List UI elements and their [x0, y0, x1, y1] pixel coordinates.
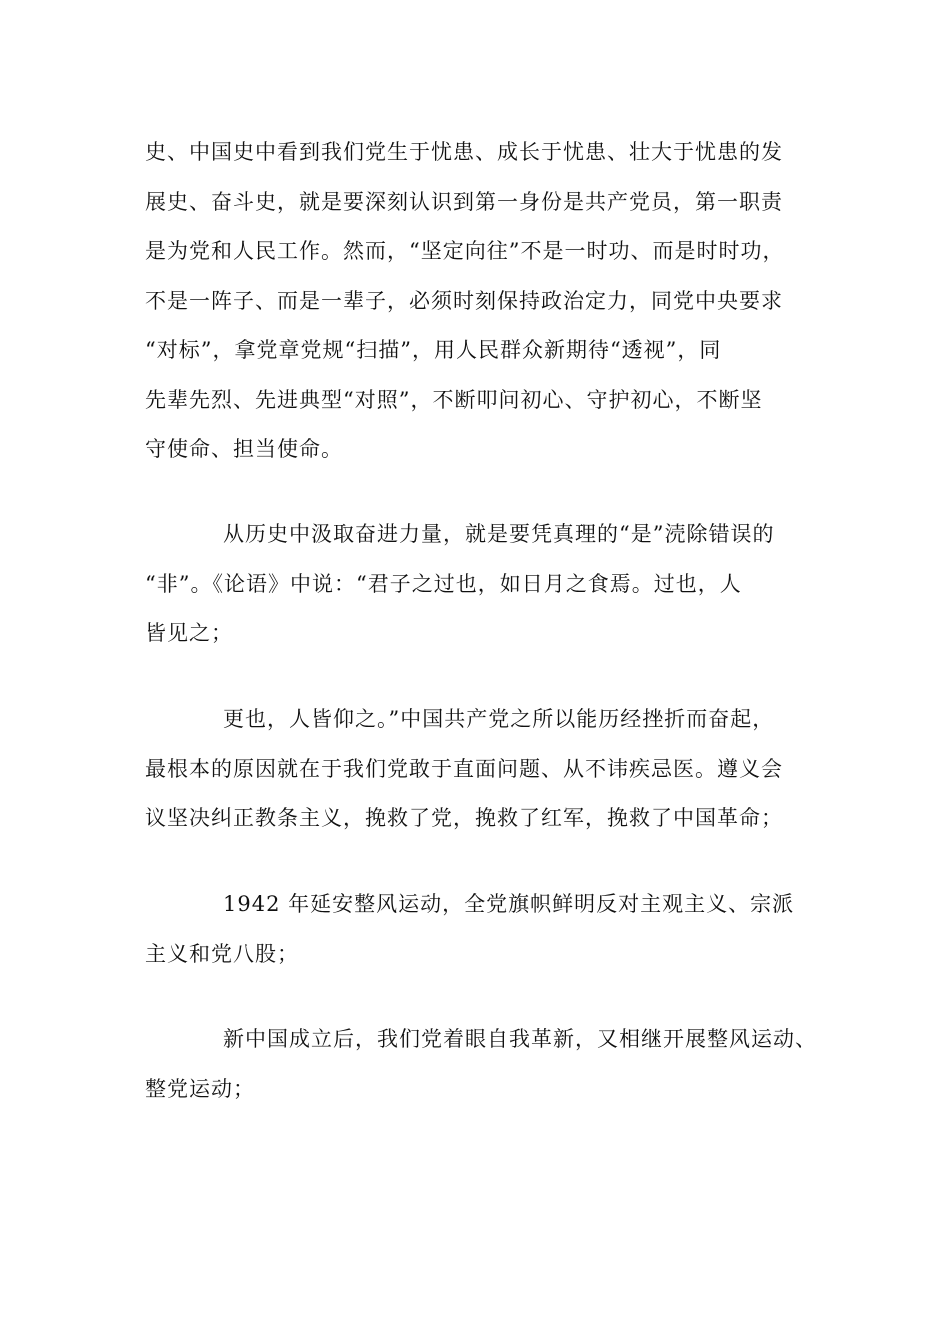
- text-line: “对标”，拿党章党规“扫描”，用人民群众新期待“透视”，同: [145, 338, 722, 362]
- text-line: 议坚决纠正教条主义，挽救了党，挽救了红军，挽救了中国革命；: [145, 806, 783, 830]
- paragraph-2: [145, 510, 825, 659]
- text-line: 从历史中汲取奋进力量，就是要凭真理的“是”涜除错误的: [223, 522, 775, 546]
- paragraph-5: [145, 1015, 825, 1114]
- text-line: “非”。《论语》中说：“君子之过也，如日月之食焉。过也，人: [145, 571, 742, 596]
- text-line: 先辈先烈、先进典型“对照”，不断叩问初心、守护初心，不断坚: [145, 387, 763, 412]
- text-line: 史、中国史中看到我们党生于忧患、成长于忧患、壮大于忧患的发: [145, 140, 783, 164]
- text-line: 展史、奋斗史，就是要深刻认识到第一身份是共产党员，第一职责: [145, 189, 783, 214]
- text-line: 是为党和人民工作。然而，“坚定向往”不是一时功、而是时时功，: [145, 239, 785, 263]
- text-line: 更也，人皆仰之。”中国共产党之所以能历经挫折而奋起，: [223, 707, 775, 731]
- text-line: 皆见之；: [145, 621, 233, 645]
- paragraph-4: [145, 880, 825, 979]
- text-line: 1942 年延安整风运动，全党旗帜鲜明反对主观主义、宗派: [223, 892, 795, 916]
- paragraph-3: [145, 695, 825, 844]
- text-line: 最根本的原因就在于我们党敢于直面问题、从不讳疾忌医。遵义会: [145, 756, 783, 781]
- text-line: 主义和党八股；: [145, 941, 299, 966]
- text-line: 守使命、担当使命。: [145, 437, 343, 461]
- paragraph-1: [145, 128, 825, 475]
- text-line: 新中国成立后，我们党着眼自我革新，又相继开展整风运动、: [223, 1027, 817, 1051]
- text-line: 不是一阵子、而是一辈子，必须时刻保持政治定力，同党中央要求: [145, 288, 783, 313]
- text-line: 整党运动；: [145, 1076, 255, 1101]
